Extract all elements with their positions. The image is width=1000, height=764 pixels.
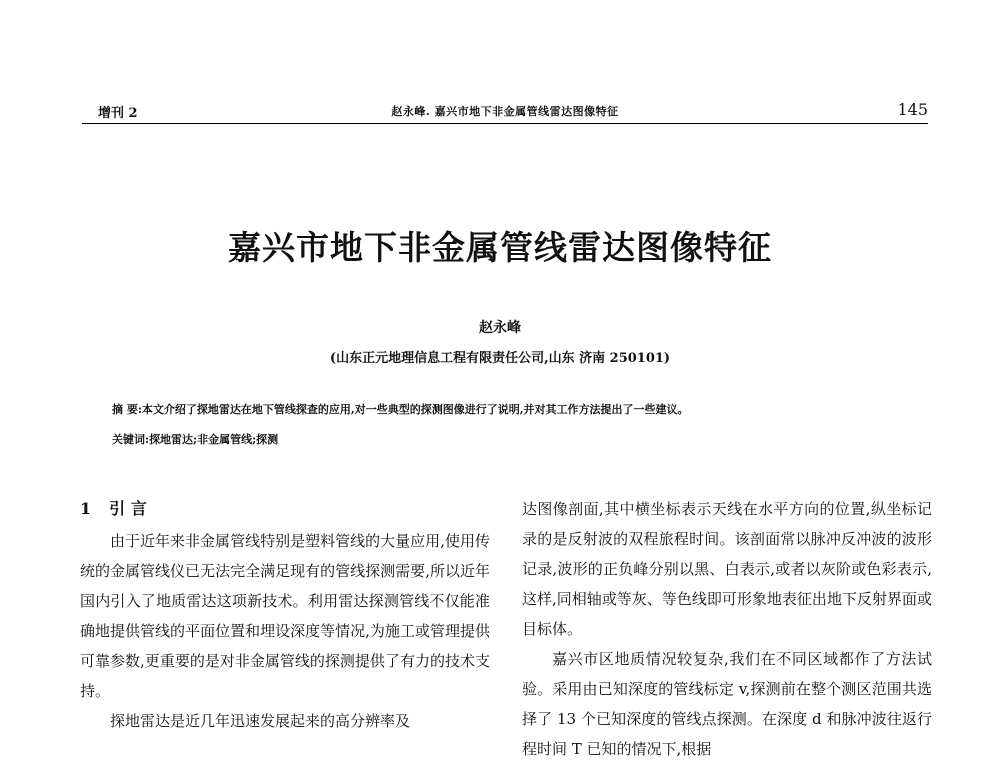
right-column — [522, 494, 932, 764]
section-number: 1 — [80, 499, 92, 518]
running-header — [82, 100, 928, 124]
left-column — [80, 494, 490, 736]
body-paragraph: 由于近年来非金属管线特别是塑料管线的大量应用,使用传统的金属管线仪已无法完全满足现有的管线探测需要,所以近年国内引入了地质雷达这项新技术。利用雷达探测管线不仅能准确地提供管线的平面位置和埋设深度等情况,为施工或管理提供可靠参数,更重要的是对非金属管线的探测提供了有力的技术支持。 — [80, 532, 490, 700]
page-number: 145 — [897, 100, 928, 119]
abstract-label: 摘 要: — [112, 403, 142, 416]
body-paragraph: 探地雷达是近几年迅速发展起来的高分辨率及 — [110, 712, 411, 730]
body-paragraph: 达图像剖面,其中横坐标表示天线在水平方向的位置,纵坐标记录的是反射波的双程旅程时间。该剖面常以脉冲反冲波的波形记录,波形的正负峰分别以黑、白表示,或者以灰阶或色彩表示,这样,同相轴或等灰、等色线即可形象地表征出地下反射界面或目标体。 — [522, 500, 932, 638]
body-paragraph: 嘉兴市区地质情况较复杂,我们在不同区域都作了方法试验。采用由已知深度的管线标定 v,探测前在整个测区范围共选择了 13 个已知深度的管线点探测。在深度 d 和脉冲波往返行程时间 T 已知的情况下,根据 — [522, 650, 932, 758]
affiliation: (山东正元地理信息工程有限责任公司,山东 济南 250101) — [329, 351, 671, 366]
section-heading — [80, 494, 490, 524]
keywords-label: 关键词: — [112, 433, 150, 446]
article-title: 嘉兴市地下非金属管线雷达图像特征 — [228, 228, 772, 267]
keywords-text: 探地雷达;非金属管线;探测 — [149, 433, 279, 446]
journal-issue: 增刊 2 — [98, 106, 138, 121]
author: 赵永峰 — [479, 320, 521, 336]
running-title: 赵永峰. 嘉兴市地下非金属管线雷达图像特征 — [391, 105, 619, 118]
section-title: 引 言 — [109, 499, 147, 518]
abstract — [112, 401, 940, 417]
keywords — [112, 431, 940, 447]
abstract-text: 本文介绍了探地雷达在地下管线探查的应用,对一些典型的探测图像进行了说明,并对其工作方法提出了一些建议。 — [141, 403, 689, 416]
header-rule — [82, 123, 928, 124]
